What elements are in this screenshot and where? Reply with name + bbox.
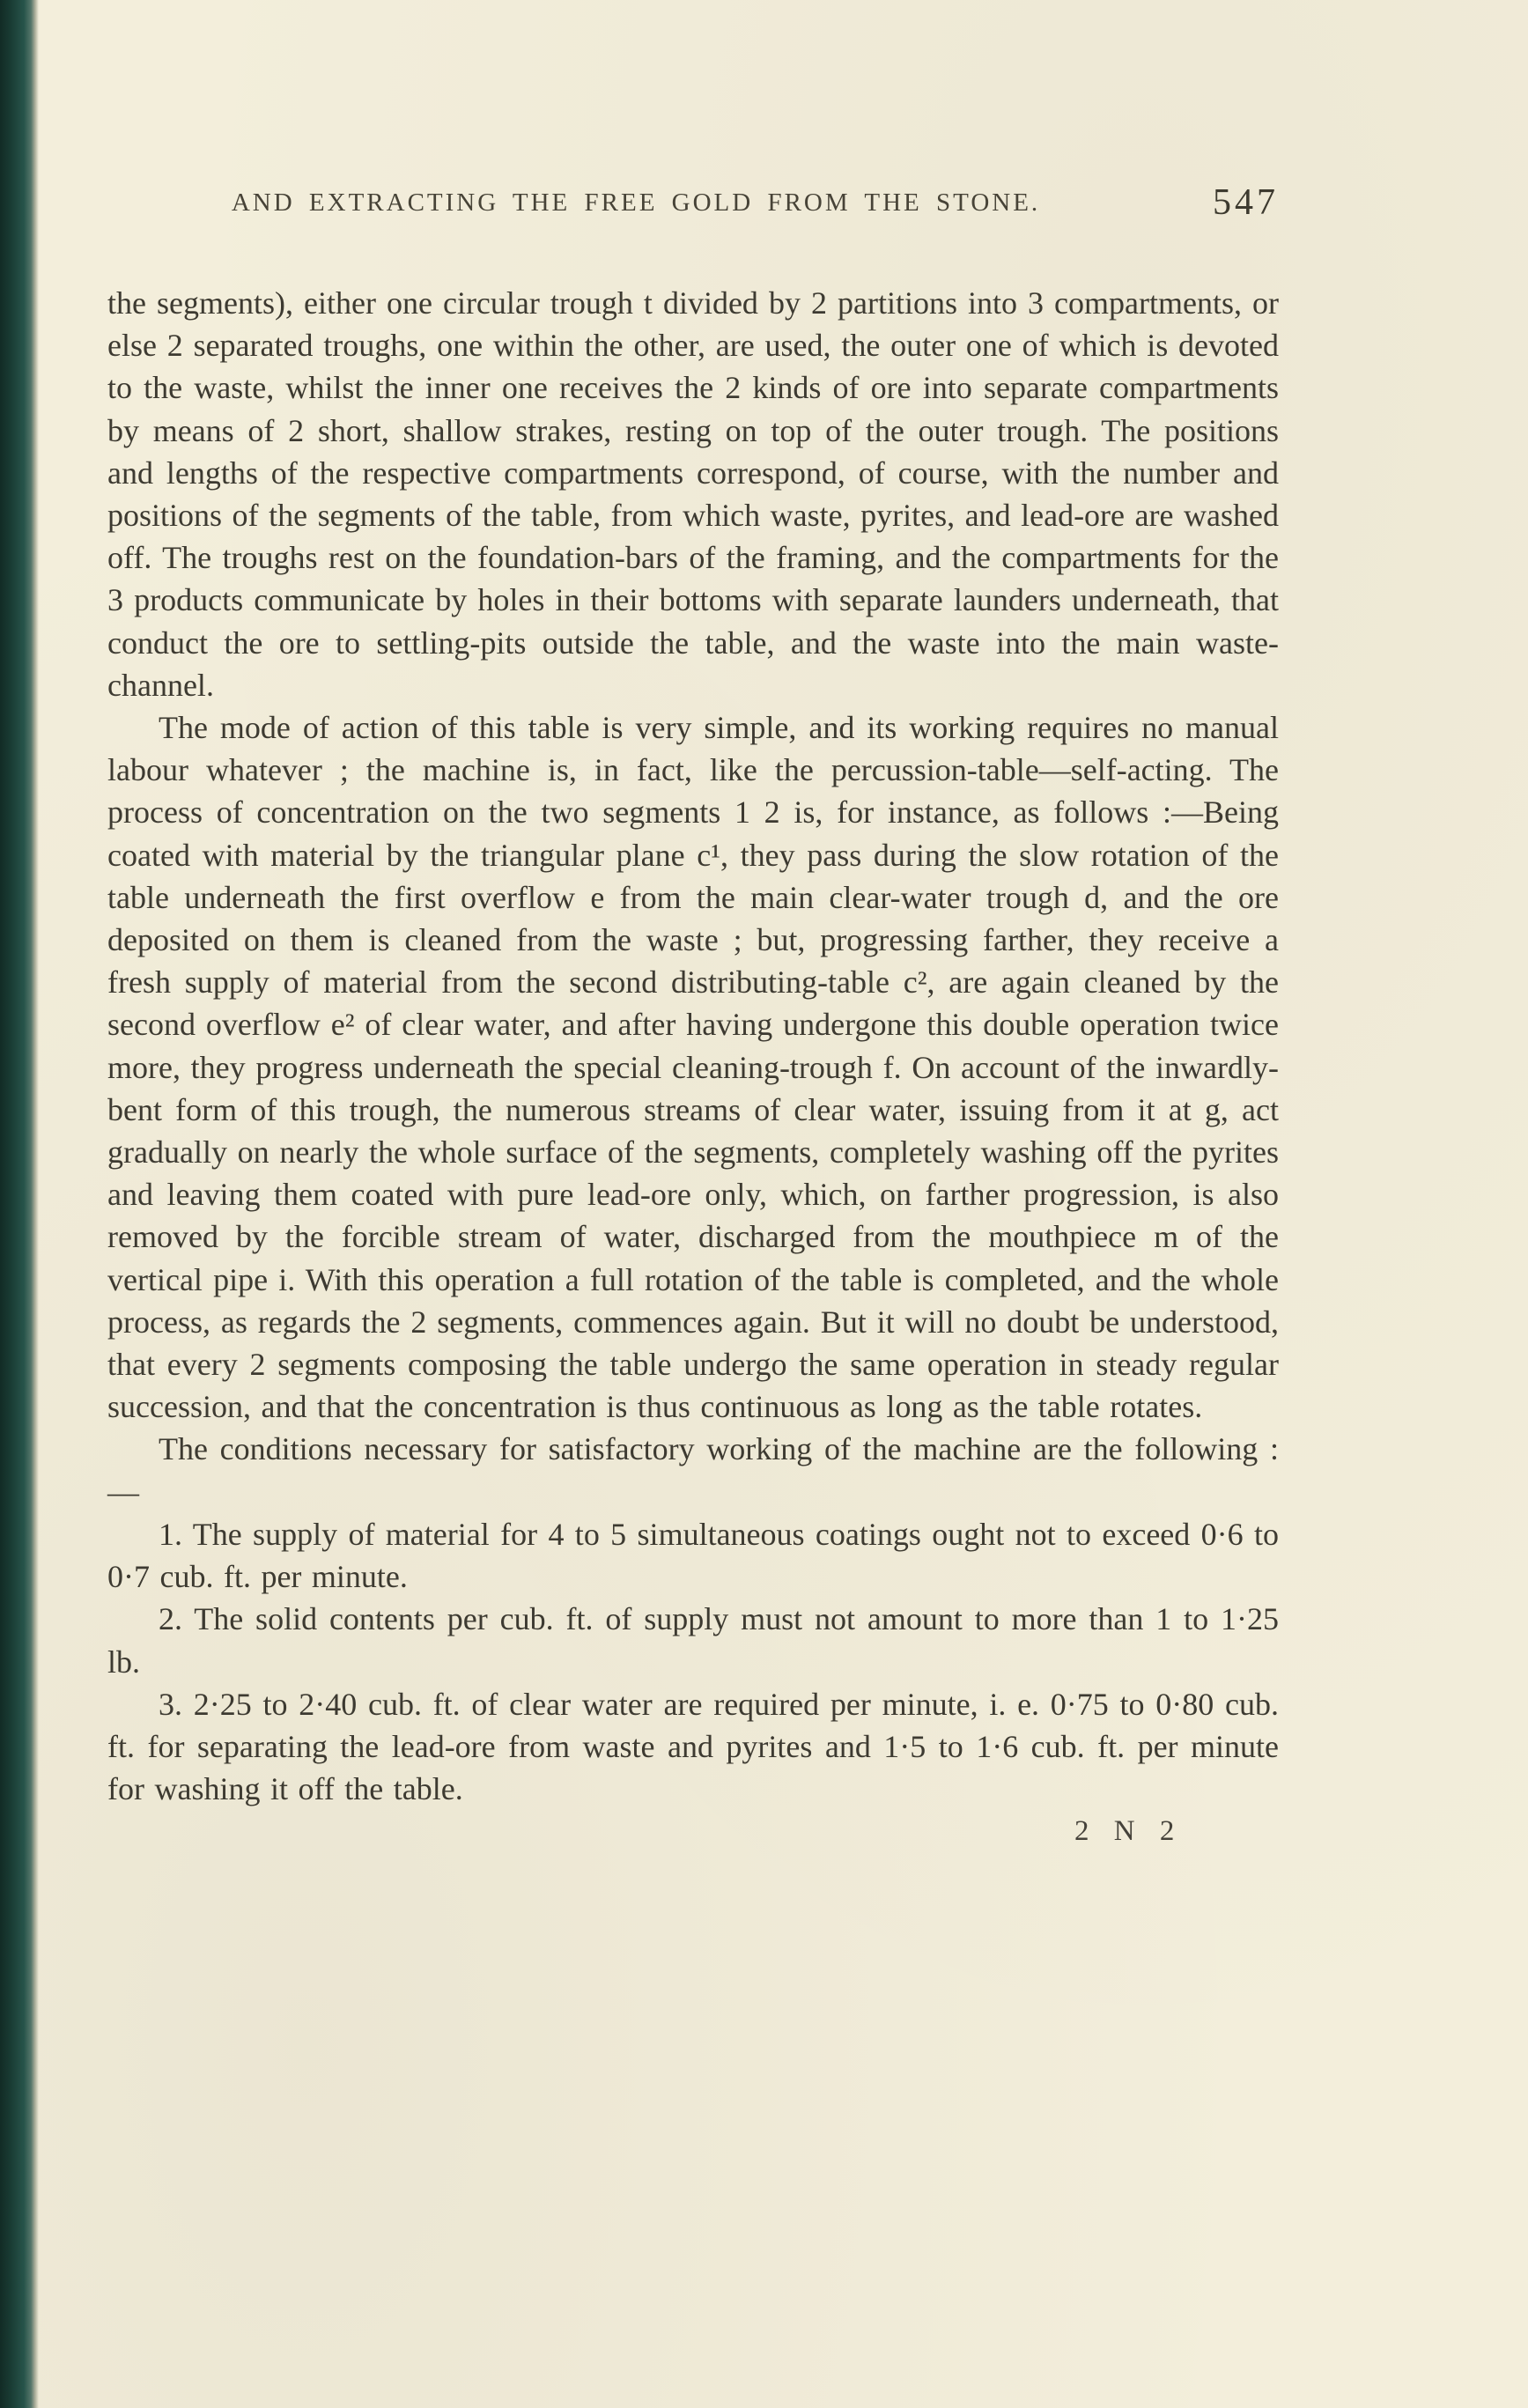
- numbered-item: 3. 2·25 to 2·40 cub. ft. of clear water are required per minute, i. e. 0·75 to 0·80 cub. ft. for separating the lead-ore from waste and pyrites and 1·5 to 1·6 cub. ft. per minute for washing it off the table.: [107, 1686, 1279, 1807]
- body-text: [107, 282, 1279, 1810]
- paragraph: the segments), either one circular trough t divided by 2 partitions into 3 compartments, or else 2 separated troughs, one within the other, are used, the outer one of which is devoted to the waste, whilst the inner one receives the 2 kinds of ore into separate compartments by means of 2 short, shallow strakes, resting on top of the outer trough. The positions and lengths of the respective compartments correspond, of course, with the number and positions of the segments of the table, from which waste, pyrites, and lead-ore are washed off. The troughs rest on the foundation-bars of the framing, and the compartments for the 3 products communicate by holes in their bottoms with separate launders underneath, that conduct the ore to settling-pits outside the table, and the waste into the main waste-channel.: [107, 285, 1279, 703]
- book-binding-edge: [0, 0, 39, 2408]
- page-content: [107, 0, 1279, 1848]
- page-header: [107, 182, 1279, 238]
- paragraph: The conditions necessary for satisfactory working of the machine are the following :—: [107, 1431, 1279, 1510]
- numbered-item: 2. The solid contents per cub. ft. of supply must not amount to more than 1 to 1·25 lb.: [107, 1601, 1279, 1680]
- page-number: 547: [1213, 182, 1279, 223]
- printer-signature: 2 N 2: [1074, 1815, 1184, 1848]
- numbered-item: 1. The supply of material for 4 to 5 simultaneous coatings ought not to exceed 0·6 to 0·7 cub. ft. per minute.: [107, 1516, 1279, 1595]
- running-title: AND EXTRACTING THE FREE GOLD FROM THE STONE.: [231, 188, 1041, 217]
- paragraph: The mode of action of this table is very simple, and its working requires no manual labour whatever ; the machine is, in fact, like the percussion-table—self-acting. The process of concentration on the two segments 1 2 is, for instance, as follows :—Being coated with material by the triangular plane c¹, they pass during the slow rotation of the table underneath the first overflow e from the main clear-water trough d, and the ore deposited on them is cleaned from the waste ; but, progressing farther, they receive a fresh supply of material from the second distributing-table c², are again cleaned by the second overflow e² of clear water, and after having undergone this double operation twice more, they progress underneath the special cleaning-trough f. On account of the inwardly-bent form of this trough, the numerous streams of clear water, issuing from it at g, act gradually on nearly the whole surface of the segments, completely washing off the pyrites and leaving them coated with pure lead-ore only, which, on farther progression, is also removed by the forcible stream of water, discharged from the mouthpiece m of the vertical pipe i. With this operation a full rotation of the table is completed, and the whole process, as regards the 2 segments, commences again. But it will no doubt be understood, that every 2 segments composing the table undergo the same operation in steady regular succession, and that the concentration is thus continuous as long as the table rotates.: [107, 710, 1279, 1425]
